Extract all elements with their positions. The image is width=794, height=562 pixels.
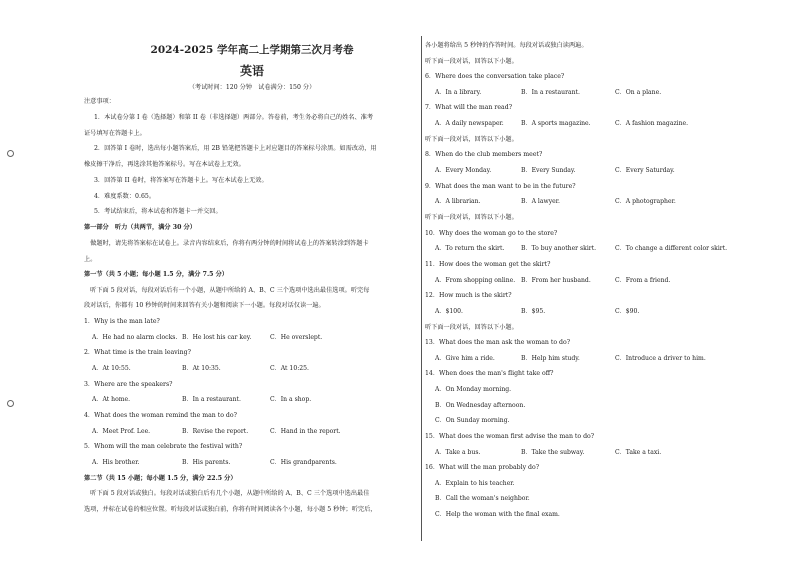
option-b: B．On Wednesday afternoon. [435,402,526,409]
question-14: 14．When does the man's flight take off? [425,370,554,377]
option-b: B．From her husband. [521,277,591,284]
option-c: C．A photographer. [615,198,676,205]
option-c: C．He overslept. [270,334,323,341]
exam-info: （考试时间：120 分钟 试卷满分：150 分） [188,84,316,91]
dialog-instruction: 听下面一段对话，回答以下小题。 [425,324,518,331]
binding-margin [0,0,22,562]
question-8: 8．When do the club members meet? [425,151,543,158]
note-line: 5．考试结束后，将本试卷和答题卡一并交回。 [94,208,222,215]
option-b: B．To buy another skirt. [521,245,597,252]
note-line: 4．难度系数：0.65。 [94,193,156,200]
option-a: A．At home. [92,396,131,403]
option-b: B．At 10:35. [182,365,221,372]
option-c: C．A fashion magazine. [615,120,689,127]
option-c: C．On Sunday morning. [435,417,510,424]
question-13: 13．What does the man ask the woman to do? [425,339,571,346]
option-b: B．Revise the report. [182,428,249,435]
option-b: B．Call the woman's neighbor. [435,495,530,502]
subject-title: 英语 [239,64,264,78]
question-12: 12．How much is the skirt? [425,292,512,299]
question-16: 16．What will the man probably do? [425,464,540,471]
section2-instruction: 选项，并标在试卷的相应位置。听每段对话或独白前，你将有时间阅读各个小题，每小题 5 秒钟；听完后， [84,506,377,513]
question-1: 1．Why is the man late? [84,318,160,325]
note-line: 证号填写在答题卡上。 [84,130,146,137]
part1-header: 第一部分 听力（共两节，满分 30 分） [84,224,196,231]
option-b: B．$95. [521,308,546,315]
binding-hole-icon [7,400,14,407]
option-a: A．In a library. [435,89,482,96]
option-b: B．In a restaurant. [521,89,580,96]
option-a: A．Take a bus. [435,449,481,456]
option-c: C．To change a different color skirt. [615,245,728,252]
note-line: 3．回答第 II 卷时，将答案写在答题卡上。写在本试卷上无效。 [94,177,268,184]
option-c: C．Every Saturday. [615,167,675,174]
continuation-line: 各小题将给出 5 秒钟的作答时间。每段对话或独白读两遍。 [425,42,588,49]
option-c: C．On a plane. [615,89,662,96]
option-a: A．Explain to his teacher. [435,480,515,487]
note-line: 1．本试卷分第 I 卷（选择题）和第 II 卷（非选择题）两部分。答卷前，考生务必将自己的姓名、准考 [94,114,374,121]
option-c: C．At 10:25. [270,365,309,372]
option-c: C．$90. [615,308,640,315]
dialog-instruction: 听下面一段对话，回答以下小题。 [425,136,518,143]
question-4: 4．What does the woman remind the man to do? [84,412,237,419]
option-b: B．A sports magazine. [521,120,591,127]
option-c: C．Help the woman with the final exam. [435,511,560,518]
note-line: 橡皮擦干净后，再选涂其他答案标号。写在本试卷上无效。 [84,161,245,168]
dialog-instruction: 听下面一段对话，回答以下小题。 [425,58,518,65]
question-15: 15．What does the woman first advise the man to do? [425,433,595,440]
option-b: B．Every Sunday. [521,167,576,174]
option-c: C．In a shop. [270,396,312,403]
section2-instruction: 听下面 5 段对话或独白。每段对话或独白后有几个小题，从题中所给的 A、B、C 三个选项中选出最佳 [84,490,370,497]
binding-hole-icon [7,150,14,157]
option-a: A．His brother. [92,459,140,466]
option-a: A．From shopping online. [435,277,516,284]
option-c: C．Introduce a driver to him. [615,355,706,362]
option-a: A．A librarian. [435,198,481,205]
option-a: A．At 10:55. [92,365,131,372]
option-a: A．To return the skirt. [435,245,505,252]
question-11: 11．How does the woman get the skirt? [425,261,551,268]
column-divider [421,36,422,541]
section1-instruction: 听下面 5 段对话，每段对话后有一个小题，从题中所给的 A、B、C 三个选项中选出最佳选项。听完每 [84,287,370,294]
exam-title: 2024-2025 学年高二上学期第三次月考卷 [150,44,354,56]
option-b: B．He lost his car key. [182,334,252,341]
option-b: B．Take the subway. [521,449,585,456]
option-a: A．On Monday morning. [435,386,512,393]
option-a: A．A daily newspaper. [435,120,504,127]
question-6: 6．Where does the conversation take place? [425,73,565,80]
option-b: B．In a restaurant. [182,396,241,403]
option-c: C．Hand in the report. [270,428,341,435]
option-a: A．Give him a ride. [435,355,495,362]
dialog-instruction: 听下面一段对话，回答以下小题。 [425,214,518,221]
part1-instruction: 做题时，请先将答案标在试卷上。录音内容结束后，你将有两分钟的时间将试卷上的答案转涂到答题卡 [84,240,369,247]
option-b: B．Help him study. [521,355,580,362]
section1-header: 第一节（共 5 小题；每小题 1.5 分，满分 7.5 分） [84,271,228,278]
section1-instruction: 段对话后，你都有 10 秒钟的时间来回答有关小题和阅读下一小题。每段对话仅读一遍。 [84,302,325,309]
option-a: A．Meet Prof. Lee. [92,428,151,435]
question-10: 10．Why does the woman go to the store? [425,230,558,237]
question-3: 3．Where are the speakers? [84,381,173,388]
option-c: C．His grandparents. [270,459,337,466]
question-5: 5．Whom will the man celebrate the festival with? [84,443,243,450]
question-9: 9．What does the man want to be in the future? [425,183,576,190]
question-7: 7．What will the man read? [425,104,513,111]
notes-header: 注意事项： [84,98,115,105]
note-line: 2．回答第 I 卷时，选出每小题答案后，用 2B 铅笔把答题卡上对应题目的答案标号涂黑。如需改动，用 [94,145,377,152]
part1-instruction: 上。 [84,256,97,263]
option-c: C．From a friend. [615,277,671,284]
question-2: 2．What time is the train leaving? [84,349,191,356]
option-b: B．A lawyer. [521,198,560,205]
option-b: B．His parents. [182,459,231,466]
option-a: A．He had no alarm clocks. [92,334,178,341]
option-a: A．Every Monday. [435,167,492,174]
section2-header: 第二节（共 15 小题；每小题 1.5 分，满分 22.5 分） [84,475,237,482]
option-c: C．Take a taxi. [615,449,662,456]
option-a: A．$100. [435,308,463,315]
